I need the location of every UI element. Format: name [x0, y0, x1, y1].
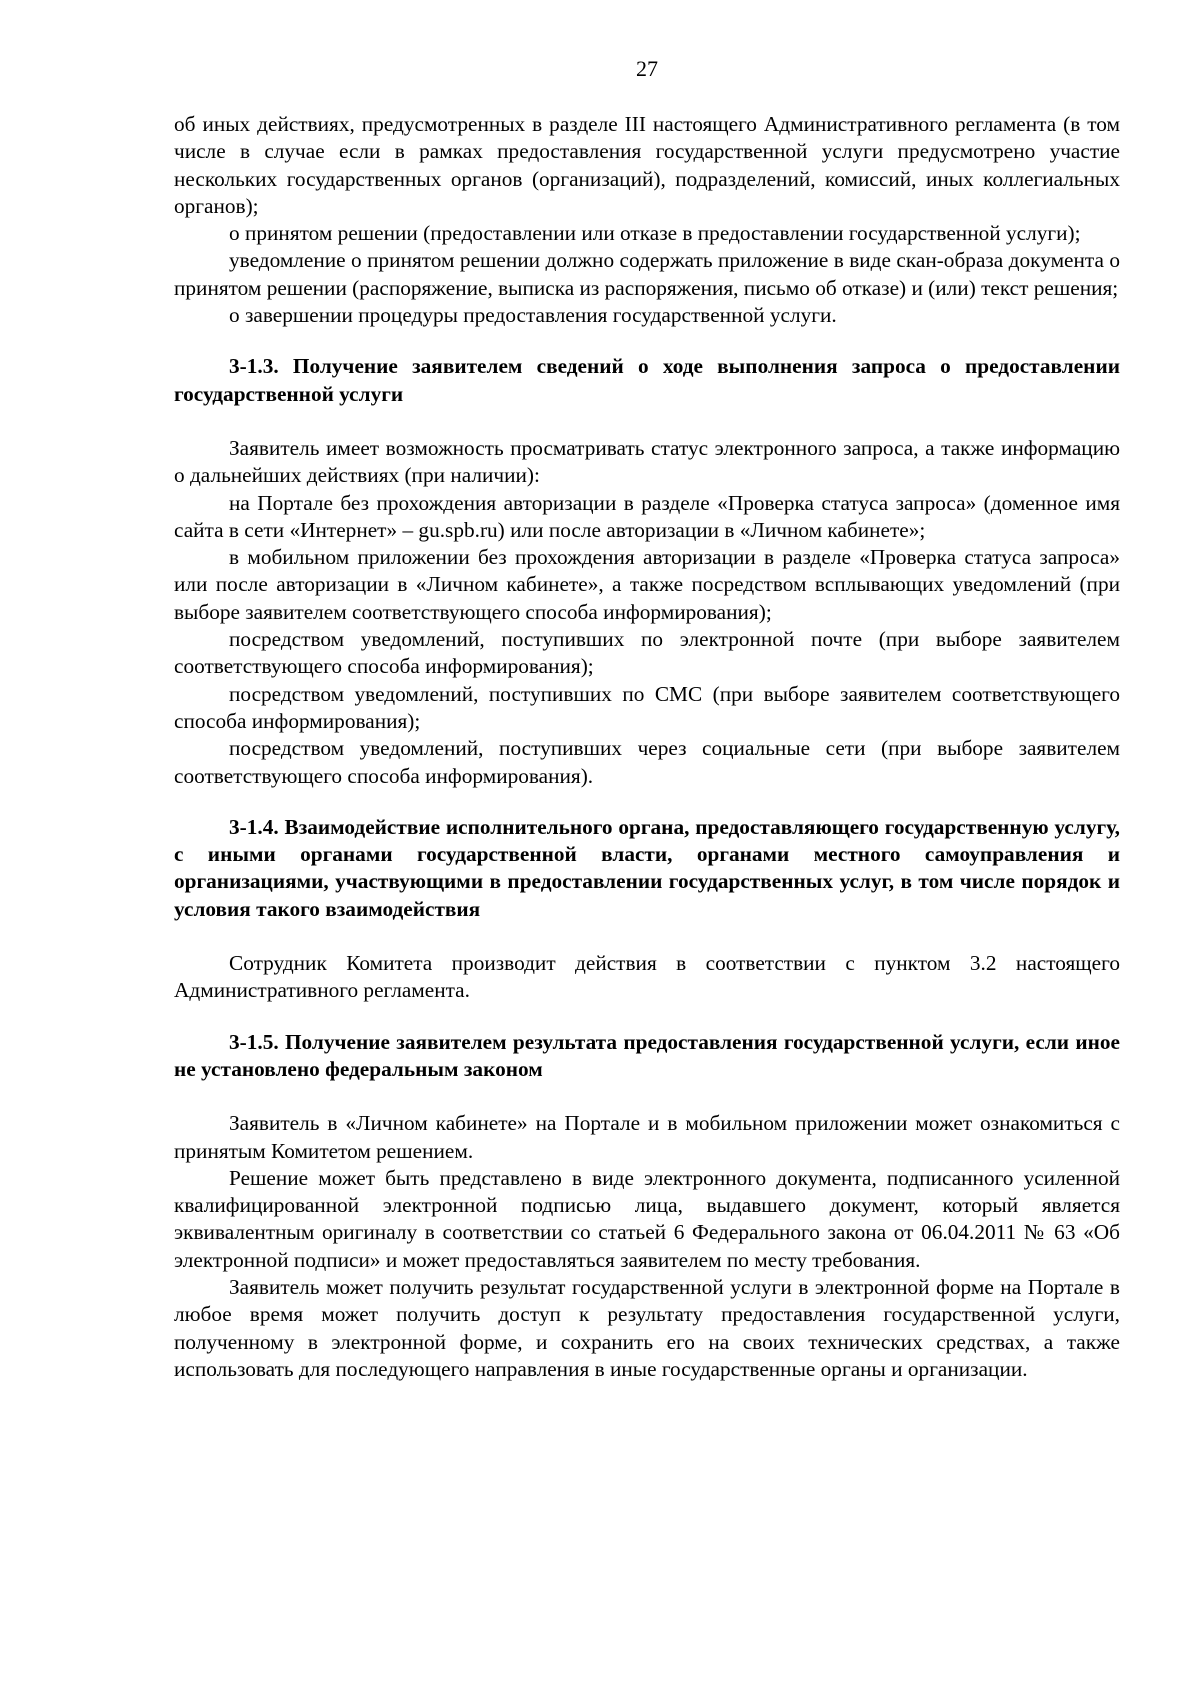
paragraph: о принятом решении (предоставлении или отказе в предоставлении государственной услуги); — [229, 221, 1081, 246]
page-number: 27 — [636, 56, 658, 81]
paragraph: Заявитель имеет возможность просматривать статус электронного запроса, а также информацию о дальнейших действиях (при наличии): — [174, 435, 1120, 488]
page-content — [174, 111, 1120, 1383]
section-title-3-1-4: 3-1.4. Взаимодействие исполнительного органа, предоставляющего государственную услугу, с иными органами государственной власти, органами местного самоуправления и организациями, участвующими в предоставлении государственных услуг, в том числе порядок и условия такого взаимодействия — [174, 814, 1120, 921]
paragraph: посредством уведомлений, поступивших через социальные сети (при выборе заявителем соответствующего способа информирования). — [174, 736, 1120, 788]
paragraph: в мобильном приложении без прохождения авторизации в разделе «Проверка статуса запроса» или после авторизации в «Личном кабинете», а также посредством всплывающих уведомлений (при выборе заявителем соответствующего способа информирования); — [174, 545, 1120, 624]
paragraph: Заявитель может получить результат государственной услуги в электронной форме на Портале в любое время может получить доступ к результату предоставления государственной услуги, полученному в электронной форме, и сохранить его на своих технических средствах, а также использовать для последующего направления в иные государственные органы и организации. — [174, 1274, 1120, 1381]
section-title-3-1-5: 3-1.5. Получение заявителем результата предоставления государственной услуги, если иное не установлено федеральным законом — [174, 1029, 1120, 1081]
paragraph: Сотрудник Комитета производит действия в соответствии с пунктом 3.2 настоящего Административного регламента. — [174, 951, 1120, 1003]
paragraph: на Портале без прохождения авторизации в разделе «Проверка статуса запроса» (доменное имя сайта в сети «Интернет» – gu.spb.ru) или после авторизации в «Личном кабинете»; — [174, 490, 1120, 542]
paragraph: Решение может быть представлено в виде электронного документа, подписанного усиленной квалифицированной электронной подписью лица, выдавшего документ, который является эквивалентным оригиналу в соответствии со статьей 6 Федерального закона от 06.04.2011 № 63 «Об электронной подписи» и может предоставляться заявителем по месту требования. — [174, 1165, 1120, 1272]
paragraph: посредством уведомлений, поступивших по СМС (при выборе заявителем соответствующего способа информирования); — [174, 681, 1120, 733]
document-page — [174, 0, 1120, 1696]
section-title-3-1-3: 3-1.3. Получение заявителем сведений о ходе выполнения запроса о предоставлении государственной услуги — [174, 354, 1120, 406]
paragraph: о завершении процедуры предоставления государственной услуги. — [229, 303, 837, 328]
paragraph: об иных действиях, предусмотренных в разделе III настоящего Административного регламента (в том числе в случае если в рамках предоставления государственной услуги предусмотрено участие нескольких государственных органов (организаций), подразделений, комиссий, иных коллегиальных органов); — [174, 112, 1120, 218]
paragraph: уведомление о принятом решении должно содержать приложение в виде скан-образа документа о принятом решении (распоряжение, выписка из распоряжения, письмо об отказе) и (или) текст решения; — [174, 248, 1120, 300]
paragraph: Заявитель в «Личном кабинете» на Портале и в мобильном приложении может ознакомиться с принятым Комитетом решением. — [174, 1111, 1120, 1163]
paragraph: посредством уведомлений, поступивших по электронной почте (при выборе заявителем соответствующего способа информирования); — [174, 627, 1120, 679]
